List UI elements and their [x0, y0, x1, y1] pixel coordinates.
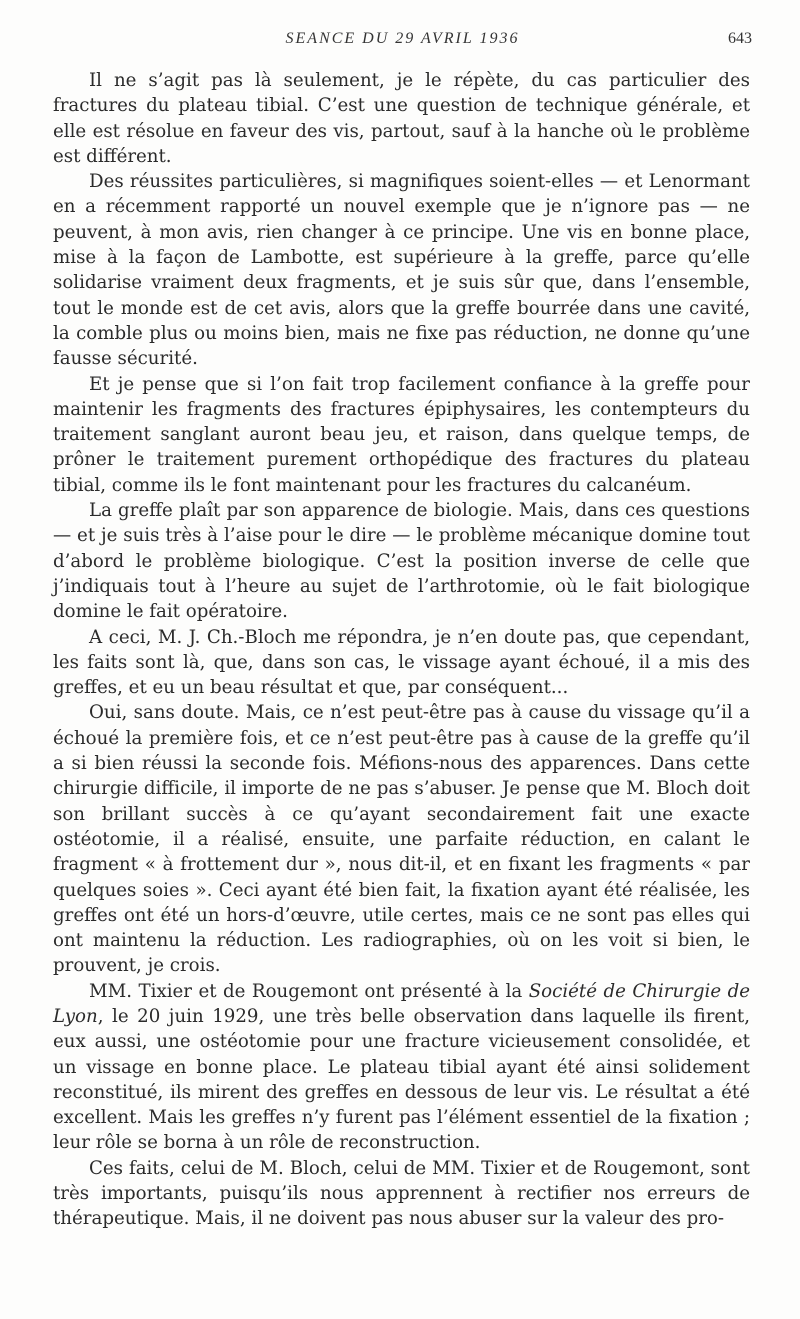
- paragraph: La greffe plaît par son apparence de biologie. Mais, dans ces questions — et je suis très à l’aise pour le dire — le problème mécanique domine tout d’abord le problème biologique. C’est la position inverse de celle que j’indiquais tout à l’heure au sujet de l’arthrotomie, où le fait biologique domine le fait opératoire.: [53, 500, 750, 623]
- paragraph: Des réussites particulières, si magnifiques soient-elles — et Lenormant en a récemment rapporté un nouvel exemple que je n’ignore pas — ne peuvent, à mon avis, rien changer à ce principe. Une vis en bonne place, mise à la façon de Lambotte, est supérieure à la greffe, parce qu’elle solidarise vraiment deux fragments, et je suis sûr que, dans l’ensemble, tout le monde est de cet avis, alors que la greffe bourrée dans une cavité, la comble plus ou moins bien, mais ne fixe pas réduction, ne donne qu’une fausse sécurité.: [53, 171, 750, 370]
- paragraph-text: , le 20 juin 1929, une très belle observation dans laquelle ils firent, eux aussi, une ostéotomie pour une fracture vicieusement consolidée, et un vissage en bonne place. Le plateau tibial ayant été ainsi solidement reconstitué, ils mirent des greffes en dessous de leur vis. Le résultat a été excellent. Mais les greffes n’y furent pas l’élément essentiel de la fixation ; leur rôle se borna à un rôle de reconstruction.: [53, 1005, 750, 1154]
- paragraph: Et je pense que si l’on fait trop facilement confiance à la greffe pour maintenir les fragments des fractures épiphysaires, les contempteurs du traitement sanglant auront beau jeu, et raison, dans quelque temps, de prôner le traitement purement orthopédique des fractures du plateau tibial, comme ils le font maintenant pour les fractures du calcanéum.: [53, 373, 750, 496]
- running-header: [53, 30, 752, 54]
- body-text: [53, 68, 750, 1232]
- paragraph-text: MM. Tixier et de Rougemont ont présenté à la: [89, 980, 529, 1002]
- paragraph: Il ne s’agit pas là seulement, je le répète, du cas particulier des fractures du plateau tibial. C’est une question de technique générale, et elle est résolue en faveur des vis, partout, sauf à la hanche où le problème est différent.: [53, 70, 750, 167]
- paragraph: Ces faits, celui de M. Bloch, celui de MM. Tixier et de Rougemont, sont très importants, puisqu’ils nous apprennent à rectifier nos erreurs de thérapeutique. Mais, il ne doivent pas nous abuser sur la valeur des pro-: [53, 1157, 750, 1230]
- running-title: SEANCE DU 29 AVRIL 1936: [285, 30, 520, 47]
- paragraph: [53, 979, 750, 1156]
- page-number: 643: [728, 30, 752, 47]
- paragraph: A ceci, M. J. Ch.-Bloch me répondra, je n’en doute pas, que cependant, les faits sont là, que, dans son cas, le vissage ayant échoué, il a mis des greffes, et eu un beau résultat et que, par conséquent...: [53, 626, 750, 699]
- society-name: Société de Chirurgie de Lyon: [53, 980, 750, 1027]
- paragraph: Oui, sans doute. Mais, ce n’est peut-être pas à cause du vissage qu’il a échoué la première fois, et ce n’est peut-être pas à cause de la greffe qu’il a si bien réussi la seconde fois. Méfions-nous des apparences. Dans cette chirurgie difficile, il importe de ne pas s’abuser. Je pense que M. Bloch doit son brillant succès à ce qu’ayant secondairement fait une exacte ostéotomie, il a réalisé, ensuite, une parfaite réduction, en calant le fragment « à frottement dur », nous dit-il, et en fixant les fragments « par quelques soies ». Ceci ayant été bien fait, la fixation ayant été réalisée, les greffes ont été un hors-d’œuvre, utile certes, mais ce ne sont pas elles qui ont maintenu la réduction. Les radiographies, où on les voit si bien, le prouvent, je crois.: [53, 702, 750, 977]
